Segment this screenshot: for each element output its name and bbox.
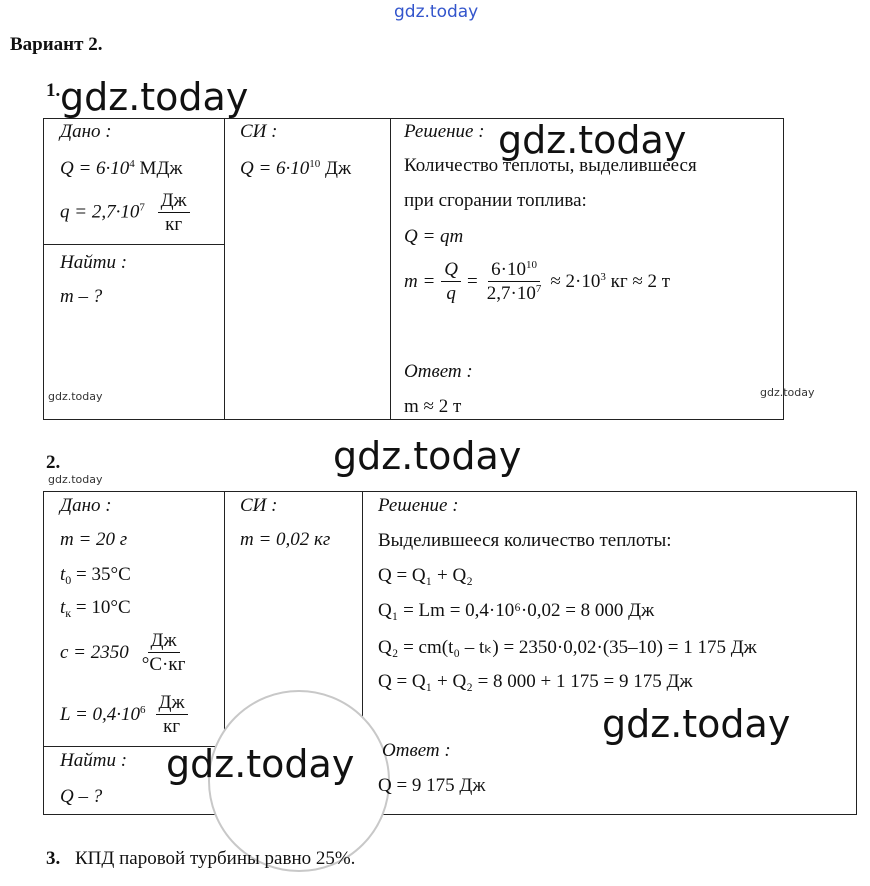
formula: Q₁ = Lm = 0,4·10⁶·0,02 = 8 000 Дж: [378, 600, 655, 621]
given-mass: m = 20 г: [60, 529, 128, 550]
given-q-text: q = 2,7·10: [60, 201, 140, 223]
table-divider: [43, 244, 224, 245]
formula-mass: [404, 259, 670, 306]
answer-label: Ответ :: [404, 361, 473, 382]
find-label: Найти :: [60, 252, 128, 273]
approx-tail: кг ≈ 2 т: [610, 271, 671, 293]
solution-label: Решение :: [404, 121, 485, 142]
denominator-text: 2,7·10: [486, 282, 536, 304]
unit-numerator: Дж: [156, 692, 188, 715]
table-divider: [390, 118, 391, 419]
find-value: m – ?: [60, 286, 103, 307]
fraction-q-over-q: [441, 259, 461, 306]
fraction-denominator: [484, 282, 545, 306]
watermark: gdz.today: [498, 118, 687, 162]
problem-3: [46, 848, 355, 870]
given-c-text: c = 2350: [60, 642, 129, 664]
unit-denominator: кг: [163, 715, 181, 737]
problem-3-number: 3.: [46, 848, 61, 869]
approx-exp: 3: [600, 271, 606, 284]
given-heat-text: Q = 6·10: [60, 158, 130, 179]
table-divider: [224, 118, 225, 419]
temp-value: = 35°C: [71, 564, 131, 585]
unit-numerator: Дж: [158, 190, 190, 213]
given-specific-heat: [60, 190, 190, 237]
given-L-exp: 6: [140, 704, 146, 717]
unit-denominator: °C·кг: [141, 653, 186, 675]
given-label: Дано :: [60, 495, 112, 516]
temp-sub: 0: [65, 573, 72, 587]
si-label: СИ :: [240, 495, 278, 516]
given-heat-unit: МДж: [139, 158, 183, 179]
given-L: [60, 704, 146, 726]
problem-1-number: 1.: [46, 80, 61, 101]
given-heat: [60, 158, 183, 180]
formula: Q₂ = cm(t₀ – tₖ) = 2350·0,02·(35–10) = 1 175 Дж: [378, 637, 757, 658]
formula: Q = Q₁ + Q₂: [378, 565, 473, 586]
denominator-exp: 7: [535, 282, 542, 295]
watermark: gdz.today: [333, 434, 522, 478]
given-c-unit: [139, 630, 189, 677]
fraction-values: [484, 259, 545, 306]
watermark: gdz.today: [166, 742, 355, 786]
equals-sign: =: [467, 271, 478, 293]
si-mass: m = 0,02 кг: [240, 529, 331, 550]
answer-label: Ответ :: [382, 740, 451, 761]
formula: Q = Q₁ + Q₂ = 8 000 + 1 175 = 9 175 Дж: [378, 671, 693, 692]
find-value: Q – ?: [60, 786, 103, 807]
solution-label: Решение :: [378, 495, 459, 516]
watermark: gdz.today: [60, 75, 249, 119]
approx-text: ≈ 2·10: [550, 271, 601, 293]
fraction-numerator: Q: [441, 259, 461, 282]
given-q-exp: 7: [139, 201, 145, 214]
given-latent-heat: [60, 692, 188, 739]
mass-eq: m =: [404, 271, 436, 293]
answer-value: m ≈ 2 т: [404, 396, 462, 417]
fraction-numerator: [488, 259, 540, 282]
watermark-small: gdz.today: [48, 473, 103, 486]
approx-result: [550, 271, 670, 293]
watermark: gdz.today: [602, 702, 791, 746]
temp-sub: к: [65, 606, 72, 620]
watermark-small: gdz.today: [760, 386, 815, 399]
unit-denominator: кг: [165, 213, 183, 235]
si-label: СИ :: [240, 121, 278, 142]
si-heat-unit: Дж: [325, 158, 352, 179]
watermark-small: gdz.today: [48, 390, 103, 403]
temp-value: = 10°C: [71, 597, 131, 618]
given-L-text: L = 0,4·10: [60, 704, 141, 726]
problem-3-text: КПД паровой турбины равно 25%.: [75, 848, 356, 869]
site-mark: gdz.today: [394, 2, 479, 22]
formula: Q = qm: [404, 226, 464, 247]
si-heat-text: Q = 6·10: [240, 158, 310, 179]
given-q-unit: [158, 190, 190, 237]
given-label: Дано :: [60, 121, 112, 142]
problem-2-number: 2.: [46, 452, 61, 473]
given-L-unit: [156, 692, 188, 739]
find-label: Найти :: [60, 750, 128, 771]
numerator-exp: 10: [525, 259, 537, 271]
answer-value: Q = 9 175 Дж: [378, 775, 486, 796]
numerator-text: 6·10: [491, 259, 526, 280]
solution-text: при сгорании топлива:: [404, 190, 587, 211]
temp-symbol: t: [60, 564, 66, 585]
given-initial-temp: [60, 564, 131, 588]
solution-text: Количество теплоты, выделившееся: [404, 155, 697, 176]
variant-title: Вариант 2.: [10, 34, 103, 55]
si-heat: [240, 158, 351, 180]
given-specific-heat: [60, 630, 188, 677]
si-heat-exp: 10: [309, 158, 321, 170]
given-heat-exp: 4: [129, 158, 135, 170]
solution-text: Выделившееся количество теплоты:: [378, 530, 672, 551]
unit-numerator: Дж: [148, 630, 180, 653]
temp-symbol: t: [60, 597, 66, 618]
fraction-denominator: q: [446, 282, 456, 304]
given-final-temp: [60, 597, 131, 621]
